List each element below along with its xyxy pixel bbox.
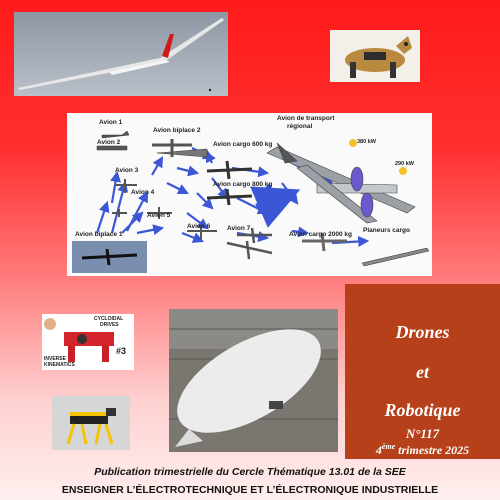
title-robotique: Robotique [384, 400, 461, 420]
label-380kw: 380 kW [357, 139, 376, 145]
title-drones: Drones [395, 322, 450, 342]
label-cargo-800: Avion cargo 800 kg [213, 181, 273, 188]
aircraft-evolution-diagram [67, 113, 432, 276]
robot-cat-photo [330, 30, 420, 82]
title-block [345, 284, 500, 459]
label-avion-2: Avion 2 [97, 139, 121, 146]
episode-number: #3 [116, 346, 127, 356]
label-avion-7: Avion 7 [227, 225, 251, 232]
glider-photo [14, 12, 228, 96]
label-cycloidal: CYCLOIDAL [94, 316, 124, 322]
label-planeurs-cargo: Planeurs cargo [363, 227, 410, 234]
label-cargo-2000: Avion cargo 2000 kg [289, 231, 352, 238]
robot-dog-photo [52, 396, 130, 450]
label-drives: DRIVES [100, 322, 119, 328]
footer-publication: Publication trimestrielle du Cercle Thématique 13.01 de la SEE [94, 466, 406, 478]
label-transport-line2: régional [287, 123, 313, 130]
label-kinematics: KINEMATICS [44, 362, 75, 368]
label-avion-4: Avion 4 [131, 189, 155, 196]
label-cargo-600: Avion cargo 600 kg [213, 141, 273, 148]
footer-subtitle: ENSEIGNER L’ÉLECTROTECHNIQUE ET L’ÉLECTRONIQUE INDUSTRIELLE [61, 484, 439, 496]
quadruped-robot-photo [42, 314, 134, 370]
label-avion-5: Avion 5 [147, 212, 171, 219]
label-avion-biplace-2: Avion biplace 2 [153, 127, 201, 134]
issue-quarter: 4ème trimestre 2025 [375, 442, 470, 457]
label-avion-biplace-1: Avion biplace 1 [75, 231, 123, 238]
label-avion-1: Avion 1 [99, 119, 123, 126]
label-transport-line1: Avion de transport [277, 115, 335, 122]
airship-photo [169, 309, 338, 452]
title-et: et [416, 362, 429, 382]
label-avion-6: Avion 6 [187, 223, 211, 230]
label-avion-3: Avion 3 [115, 167, 139, 174]
issue-number: N°117 [405, 426, 440, 441]
label-290kw: 290 kW [395, 161, 414, 167]
label-inverse: INVERSE [44, 356, 66, 362]
